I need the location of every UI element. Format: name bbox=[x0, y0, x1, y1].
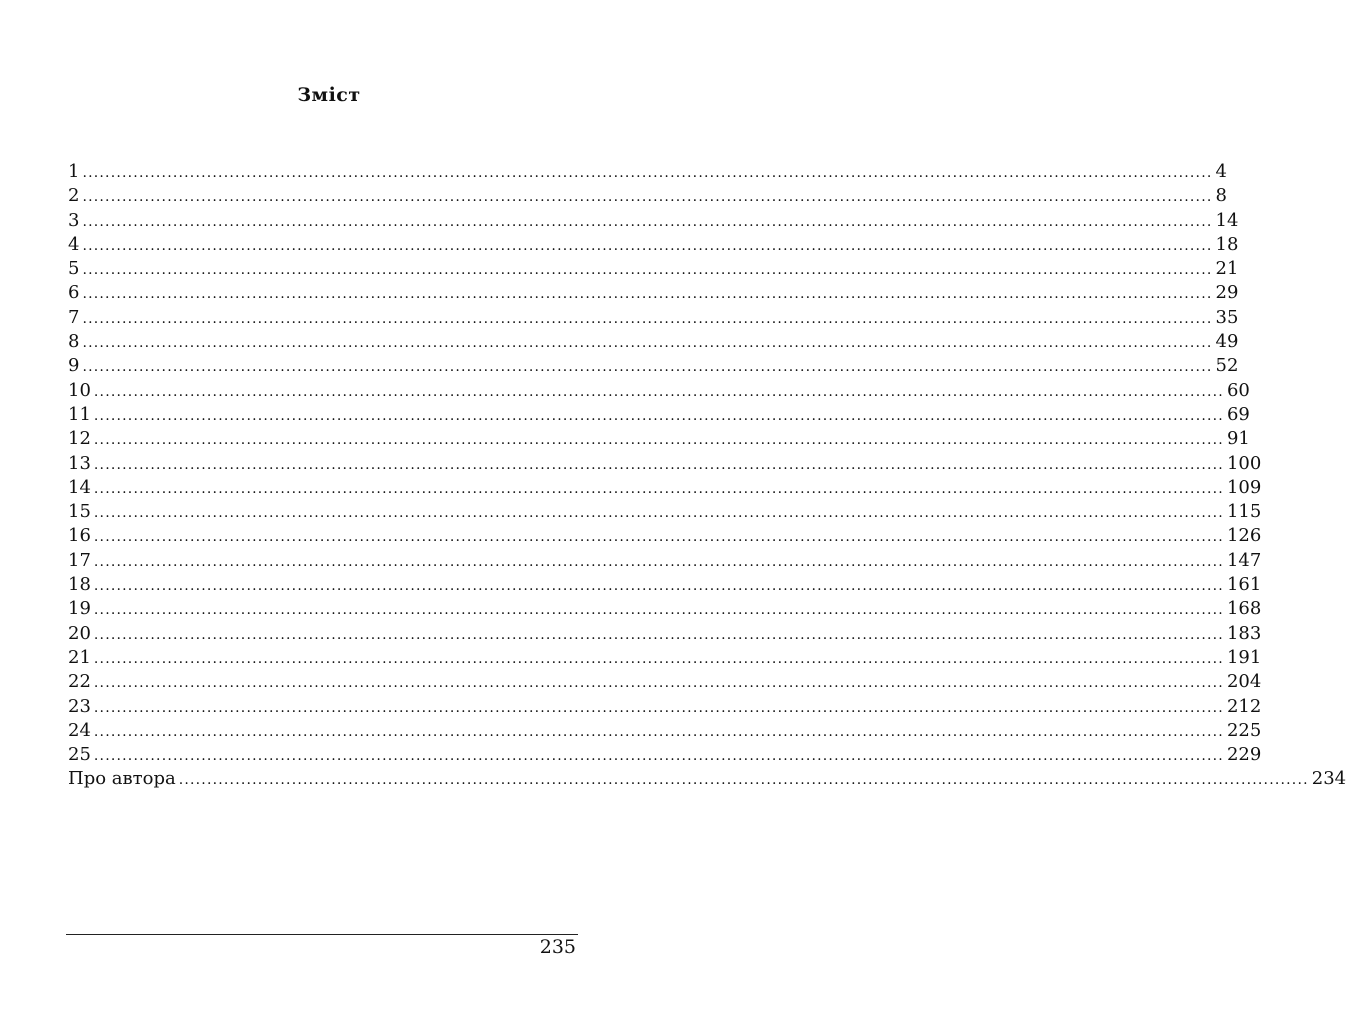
toc-entry-label: 21 bbox=[68, 646, 91, 668]
toc-entry-page: 204 bbox=[1226, 671, 1262, 693]
toc-entry-page: 35 bbox=[1215, 306, 1239, 328]
toc-entry-label: 20 bbox=[68, 622, 91, 644]
toc-entry[interactable] bbox=[68, 209, 1239, 233]
toc-entry[interactable] bbox=[68, 573, 1262, 597]
toc-entry[interactable] bbox=[68, 233, 1239, 257]
toc-entry-label: 3 bbox=[68, 209, 80, 231]
toc-entry-page: 4 bbox=[1215, 161, 1227, 182]
toc-dot-leader: ........................................................................................................................................................................................................ bbox=[82, 335, 1213, 352]
toc-entry-label: 14 bbox=[68, 476, 91, 498]
toc-entry-page: 109 bbox=[1226, 476, 1262, 498]
toc-dot-leader: ........................................................................................................................................................................................................ bbox=[82, 286, 1213, 303]
toc-entry-label: 16 bbox=[68, 525, 91, 547]
toc-dot-leader: ........................................................................................................................................................................................................ bbox=[82, 359, 1213, 376]
footer-divider bbox=[66, 934, 578, 935]
toc-dot-leader: ........................................................................................................................................................................................................ bbox=[93, 505, 1224, 522]
toc-entry-page: 234 bbox=[1311, 768, 1347, 790]
toc-entry[interactable] bbox=[68, 767, 1347, 791]
toc-entry-page: 91 bbox=[1226, 428, 1250, 450]
toc-entry[interactable] bbox=[68, 452, 1262, 476]
toc-entry[interactable] bbox=[68, 281, 1239, 305]
toc-dot-leader: ........................................................................................................................................................................................................ bbox=[82, 189, 1213, 206]
toc-dot-leader: ........................................................................................................................................................................................................ bbox=[93, 578, 1224, 595]
toc-entry-label: 11 bbox=[68, 403, 91, 425]
toc-entry-label: 19 bbox=[68, 598, 91, 620]
toc-entry[interactable] bbox=[68, 306, 1239, 330]
toc-dot-leader: ........................................................................................................................................................................................................ bbox=[82, 165, 1213, 181]
toc-dot-leader: ........................................................................................................................................................................................................ bbox=[93, 650, 1224, 667]
toc-entry-label: 23 bbox=[68, 695, 91, 717]
toc-entry-page: 147 bbox=[1226, 549, 1262, 571]
toc-entry-page: 191 bbox=[1226, 646, 1262, 668]
toc-entry[interactable] bbox=[68, 257, 1239, 281]
toc-dot-leader: ........................................................................................................................................................................................................ bbox=[93, 723, 1224, 740]
toc-entry-page: 21 bbox=[1215, 258, 1239, 280]
toc-entry-label: 9 bbox=[68, 355, 80, 377]
toc-entry-label: 5 bbox=[68, 258, 80, 280]
table-of-contents bbox=[68, 160, 1347, 792]
toc-entry[interactable] bbox=[68, 379, 1250, 403]
toc-entry-label: 25 bbox=[68, 744, 91, 766]
toc-dot-leader: ........................................................................................................................................................................................................ bbox=[93, 553, 1224, 570]
toc-entry-page: 212 bbox=[1226, 695, 1262, 717]
toc-dot-leader: ........................................................................................................................................................................................................ bbox=[93, 432, 1224, 449]
toc-entry[interactable] bbox=[68, 695, 1262, 719]
toc-entry[interactable] bbox=[68, 597, 1262, 621]
toc-entry[interactable] bbox=[68, 670, 1262, 694]
toc-entry-page: 52 bbox=[1215, 355, 1239, 377]
toc-entry-label: 6 bbox=[68, 282, 80, 304]
toc-entry[interactable] bbox=[68, 330, 1239, 354]
toc-entry-page: 69 bbox=[1226, 403, 1250, 425]
toc-entry[interactable] bbox=[68, 719, 1262, 743]
toc-entry[interactable] bbox=[68, 403, 1250, 427]
toc-dot-leader: ........................................................................................................................................................................................................ bbox=[93, 748, 1224, 765]
toc-entry-label: 8 bbox=[68, 331, 80, 353]
toc-dot-leader: ........................................................................................................................................................................................................ bbox=[93, 675, 1224, 692]
toc-dot-leader: ........................................................................................................................................................................................................ bbox=[93, 626, 1224, 643]
toc-entry-label: 12 bbox=[68, 428, 91, 450]
toc-dot-leader: ........................................................................................................................................................................................................ bbox=[82, 237, 1213, 254]
toc-entry-page: 126 bbox=[1226, 525, 1262, 547]
toc-entry-label: 24 bbox=[68, 719, 91, 741]
toc-entry-page: 60 bbox=[1226, 379, 1250, 401]
toc-dot-leader: ........................................................................................................................................................................................................ bbox=[93, 699, 1224, 716]
toc-dot-leader: ........................................................................................................................................................................................................ bbox=[82, 262, 1213, 279]
toc-entry-label: 15 bbox=[68, 501, 91, 523]
toc-entry-page: 100 bbox=[1226, 452, 1262, 474]
toc-entry[interactable] bbox=[68, 184, 1227, 208]
toc-dot-leader: ........................................................................................................................................................................................................ bbox=[93, 602, 1224, 619]
toc-entry-label: 7 bbox=[68, 306, 80, 328]
toc-dot-leader: ........................................................................................................................................................................................................ bbox=[82, 213, 1213, 230]
toc-dot-leader: ........................................................................................................................................................................................................ bbox=[93, 529, 1224, 546]
toc-entry-page: 115 bbox=[1226, 501, 1262, 523]
toc-entry-page: 49 bbox=[1215, 331, 1239, 353]
toc-entry[interactable] bbox=[68, 427, 1250, 451]
toc-entry-label: 10 bbox=[68, 379, 91, 401]
toc-dot-leader: ........................................................................................................................................................................................................ bbox=[93, 407, 1224, 424]
toc-entry-page: 29 bbox=[1215, 282, 1239, 304]
toc-entry[interactable] bbox=[68, 743, 1262, 767]
toc-entry-page: 225 bbox=[1226, 719, 1262, 741]
toc-entry-label: 1 bbox=[68, 161, 80, 182]
page-number: 235 bbox=[539, 936, 576, 958]
toc-entry-label: 22 bbox=[68, 671, 91, 693]
toc-entry-label: Про автора bbox=[68, 768, 176, 790]
toc-entry-label: 4 bbox=[68, 233, 80, 255]
toc-entry-page: 229 bbox=[1226, 744, 1262, 766]
toc-entry[interactable] bbox=[68, 354, 1239, 378]
toc-entry[interactable] bbox=[68, 500, 1262, 524]
toc-entry-page: 183 bbox=[1226, 622, 1262, 644]
toc-entry-page: 8 bbox=[1215, 185, 1227, 207]
toc-dot-leader: ........................................................................................................................................................................................................ bbox=[82, 310, 1213, 327]
toc-entry-page: 168 bbox=[1226, 598, 1262, 620]
toc-entry[interactable] bbox=[68, 646, 1262, 670]
toc-entry[interactable] bbox=[68, 524, 1262, 548]
toc-entry[interactable] bbox=[68, 476, 1262, 500]
toc-entry-label: 18 bbox=[68, 574, 91, 596]
toc-entry-label: 2 bbox=[68, 185, 80, 207]
toc-dot-leader: ........................................................................................................................................................................................................ bbox=[178, 772, 1309, 789]
toc-dot-leader: ........................................................................................................................................................................................................ bbox=[93, 383, 1224, 400]
toc-entry-label: 17 bbox=[68, 549, 91, 571]
toc-entry-page: 18 bbox=[1215, 233, 1239, 255]
toc-entry-page: 14 bbox=[1215, 209, 1239, 231]
toc-entry[interactable] bbox=[68, 549, 1262, 573]
page-title: Зміст bbox=[297, 84, 361, 106]
toc-dot-leader: ........................................................................................................................................................................................................ bbox=[93, 480, 1224, 497]
toc-entry-page: 161 bbox=[1226, 574, 1262, 596]
toc-entry[interactable] bbox=[68, 160, 1227, 184]
toc-entry-label: 13 bbox=[68, 452, 91, 474]
toc-dot-leader: ........................................................................................................................................................................................................ bbox=[93, 456, 1224, 473]
toc-entry[interactable] bbox=[68, 622, 1262, 646]
